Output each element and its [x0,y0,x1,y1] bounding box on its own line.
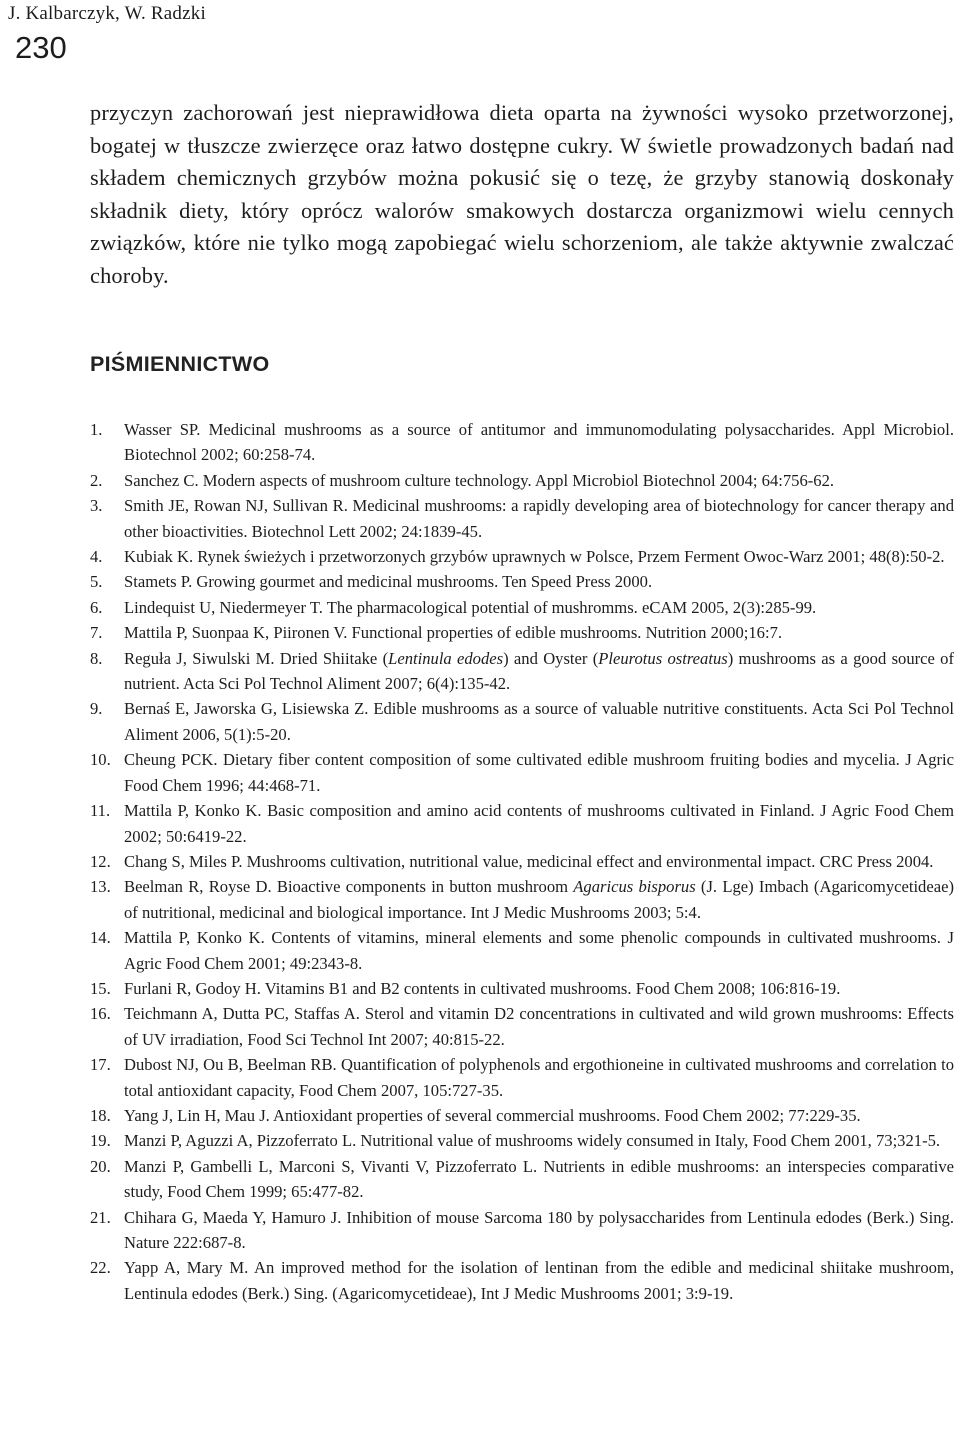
reference-item-15 [90,976,954,1001]
reference-item-10 [90,747,954,798]
reference-item-14 [90,925,954,976]
reference-item-17 [90,1052,954,1103]
reference-text: Chang S, Miles P. Mushrooms cultivation, nutritional value, medicinal effect and environmental impact. CRC Press 2004. [124,851,934,871]
reference-text [124,877,954,921]
reference-text: Mattila P, Suonpaa K, Piironen V. Functional properties of edible mushrooms. Nutrition 2000;16:7. [124,623,783,643]
reference-number: 11. [90,801,111,821]
reference-text [124,649,954,693]
references-heading: PIŚMIENNICTWO [90,352,270,376]
reference-number: 20. [90,1156,111,1176]
reference-list [90,417,954,1306]
reference-number: 19. [90,1131,111,1151]
reference-item-16 [90,1001,954,1052]
reference-number: 8. [90,648,103,668]
reference-item-4 [90,544,954,569]
reference-text: Smith JE, Rowan NJ, Sullivan R. Medicinal mushrooms: a rapidly developing area of biotechnology for cancer therapy and other bioactivities. Biotechnol Lett 2002; 24:1839-45. [124,496,954,541]
reference-item-18 [90,1103,954,1128]
reference-text: Cheung PCK. Dietary fiber content composition of some cultivated edible mushroom fruiting bodies and mycelia. J Agric Food Chem 1996; 44:468-71. [124,750,954,795]
reference-number: 2. [90,470,103,490]
reference-text: Yapp A, Mary M. An improved method for the isolation of lentinan from the edible and medicinal shiitake mushroom, Lentinula edodes (Berk.) Sing. (Agaricomycetideae), Int J Medic Mushrooms 2001; 3:9-19. [124,1258,954,1303]
reference-text: Stamets P. Growing gourmet and medicinal mushrooms. Ten Speed Press 2000. [124,572,653,592]
reference-number: 16. [90,1004,111,1024]
reference-number: 18. [90,1105,111,1125]
reference-item-11 [90,798,954,849]
reference-item-19 [90,1128,954,1153]
reference-text-part: Beelman R, Royse D. Bioactive components in button mushroom [124,877,574,897]
reference-number: 3. [90,496,103,516]
reference-item-21 [90,1205,954,1256]
reference-text: Dubost NJ, Ou B, Beelman RB. Quantification of polyphenols and ergothioneine in cultivated mushrooms and correlation to total antioxidant capacity, Food Chem 2007, 105:727-35. [124,1055,954,1100]
reference-number: 13. [90,877,111,897]
reference-item-5 [90,569,954,594]
reference-text: Sanchez C. Modern aspects of mushroom culture technology. Appl Microbiol Biotechnol 2004; 64:756-62. [124,470,835,490]
reference-text: Mattila P, Konko K. Basic composition and amino acid contents of mushrooms cultivated in Finland. J Agric Food Chem 2002; 50:6419-22. [124,801,954,846]
page-number: 230 [15,30,67,65]
reference-text: Teichmann A, Dutta PC, Staffas A. Sterol and vitamin D2 concentrations in cultivated and wild grown mushrooms: Effects of UV irradiation, Food Sci Technol Int 2007; 40:815-22. [124,1004,954,1049]
reference-number: 5. [90,572,103,592]
reference-number: 17. [90,1055,111,1075]
reference-item-6 [90,595,954,620]
species-name-italic: Lentinula edodes [388,648,504,668]
reference-number: 7. [90,623,103,643]
reference-text: Manzi P, Aguzzi A, Pizzoferrato L. Nutritional value of mushrooms widely consumed in Italy, Food Chem 2001, 73;321-5. [124,1131,941,1151]
reference-item-7 [90,620,954,645]
species-name-italic: Pleurotus ostreatus [598,648,728,668]
reference-item-1 [90,417,954,468]
reference-text: Lindequist U, Niedermeyer T. The pharmacological potential of mushromms. eCAM 2005, 2(3):285-99. [124,597,817,617]
reference-item-12 [90,849,954,874]
reference-item-22 [90,1255,954,1306]
reference-number: 4. [90,547,103,567]
reference-number: 10. [90,750,111,770]
reference-text: Manzi P, Gambelli L, Marconi S, Vivanti V, Pizzoferrato L. Nutrients in edible mushrooms: an interspecies comparative study, Food Chem 1999; 65:477-82. [124,1156,954,1202]
running-head: J. Kalbarczyk, W. Radzki [8,3,206,24]
reference-text-part: Reguła J, Siwulski M. Dried Shiitake ( [124,648,389,668]
reference-item-20 [90,1154,954,1205]
reference-text: Mattila P, Konko K. Contents of vitamins, mineral elements and some phenolic compounds in cultivated mushrooms. J Agric Food Chem 2001; 49:2343-8. [124,928,954,973]
reference-number: 6. [90,597,103,617]
body-paragraph: przyczyn zachorowań jest nieprawidłowa dieta oparta na żywności wysoko przetworzonej, bogatej w tłuszcze zwierzęce oraz łatwo dostępne cukry. W świetle prowadzonych badań nad składem chemicznych grzybów można pokusić się o tezę, że grzyby stanowią doskonały składnik diety, który oprócz walorów smakowych dostarcza organizmowi wielu cennych związków, które nie tylko mogą zapobiegać wielu schorzeniom, ale także aktywnie zwalczać choroby. [90,100,954,288]
reference-text: Kubiak K. Rynek świeżych i przetworzonych grzybów uprawnych w Polsce, Przem Ferment Owoc-Warz 2001; 48(8):50-2. [124,547,945,567]
reference-number: 15. [90,978,111,998]
reference-number: 1. [90,420,103,439]
reference-number: 9. [90,699,103,719]
reference-number: 22. [90,1258,111,1278]
reference-text-part: ) and Oyster ( [503,648,599,668]
reference-text: Bernaś E, Jaworska G, Lisiewska Z. Edible mushrooms as a source of valuable nutritive constituents. Acta Sci Pol Technol Aliment 2006, 5(1):5-20. [124,699,954,744]
reference-item-3 [90,493,954,544]
reference-number: 21. [90,1207,111,1227]
reference-item-8 [90,646,954,697]
reference-item-2 [90,468,954,493]
reference-item-9 [90,696,954,747]
species-name-italic: Agaricus bisporus [573,877,696,897]
reference-text: Wasser SP. Medicinal mushrooms as a source of antitumor and immunomodulating polysaccharides. Appl Microbiol. Biotechnol 2002; 60:258-74. [124,420,954,465]
reference-number: 12. [90,851,111,871]
reference-text: Yang J, Lin H, Mau J. Antioxidant properties of several commercial mushrooms. Food Chem 2002; 77:229-35. [124,1105,861,1125]
reference-number: 14. [90,928,111,948]
reference-text: Furlani R, Godoy H. Vitamins B1 and B2 contents in cultivated mushrooms. Food Chem 2008; 106:816-19. [124,978,841,998]
reference-text: Chihara G, Maeda Y, Hamuro J. Inhibition of mouse Sarcoma 180 by polysaccharides from Lentinula edodes (Berk.) Sing. Nature 222:687-8. [124,1207,954,1252]
reference-item-13 [90,874,954,925]
reference-text-part: ) mushrooms as a good source of nutrient. Acta Sci Pol Technol Aliment 2007; 6(4):135-42. [124,648,954,694]
reference-text-part: (J. Lge) Imbach (Agaricomycetideae) of nutritional, medicinal and biological importance. Int J Medic Mushrooms 2003; 5:4. [124,877,954,922]
